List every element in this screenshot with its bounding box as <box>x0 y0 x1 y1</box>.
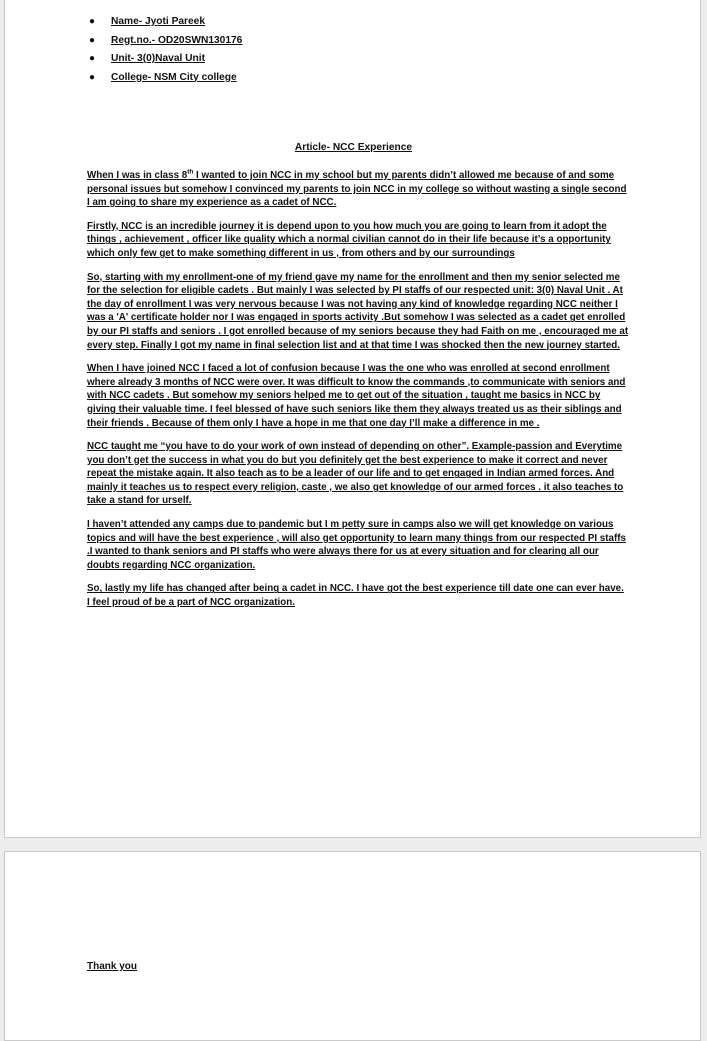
info-item-unit: ● Unit- 3(0)Naval Unit <box>87 50 242 69</box>
paragraph-intro: When I was in class 8th I wanted to join NCC in my school but my parents didn’t allowed me because of and some personal issues but somehow I convinced my parents to join NCC in my college so without wasting a single second I am going to share my experience as a cadet of NCC. <box>87 168 627 209</box>
paragraph-joined: When I have joined NCC I faced a lot of confusion because I was the one who was enrolled at second enrollment where already 3 months of NCC were over. It was difficult to know the commands ,to communicate with seniors and with NCC cadets . But somehow my seniors helped me to get out of the situation , taught me basics in NCC by giving their valuable time. I feel blessed of have such seniors like them they always treated us as their siblings and their friends . Because of them only I have a hope in me that one day I’ll make a difference in me . <box>87 363 626 429</box>
bullet-icon: ● <box>89 71 96 83</box>
paragraph-camps: I haven’t attended any camps due to pandemic but I m petty sure in camps also we will get knowledge on various topics and will have the best experience , will also get opportunity to learn many things from our respected PI staffs .I wanted to thank seniors and PI staffs who were always there for us at every situation and for clearing all our doubts regarding NCC organization. <box>87 519 626 571</box>
paragraph-taught: NCC taught me “you have to do your work of own instead of depending on other”. Example-passion and Everytime you don’t get the success in what you do but you definitely get the best experience to make it correct and never repeat the mistake again. It also teach as to be a leader of our life and to get engaged in Indian armed forces. And mainly it teaches us to respect every religion, caste , we also get knowledge of our armed forces . it also teaches to take a stand for urself. <box>87 441 624 507</box>
info-item-regt-no: ● Regt.no.- OD20SWN130176 <box>87 32 242 51</box>
paragraph-lastly: So, lastly my life has changed after being a cadet in NCC. I have got the best experience till date one can ever have. I feel proud of be a part of NCC organization. <box>87 583 624 609</box>
paragraph-enrollment: So, starting with my enrollment-one of my friend gave my name for the enrollment and then my senior selected me for the selection for eligible cadets . But mainly I was selected by PI staffs of our respected unit: 3(0) Naval Unit . At the day of enrollment I was very nervous because I was not having any kind of knowledge regarding NCC neither I was a 'A' certificate holder nor I was engaged in sports activity .But somehow I was selected as a cadet get enrolled by our PI staffs and seniors . I got enrolled because of my seniors because they had Faith on me , encouraged me at every step. Finally I got my name in final selection list and at that time I was shocked then the new journey started. <box>87 271 629 351</box>
article-title: Article- NCC Experience <box>294 142 413 153</box>
article-body <box>87 169 629 620</box>
document-page-2 <box>4 851 701 1041</box>
info-item-college: ● College- NSM City college <box>87 69 242 88</box>
bullet-icon: ● <box>89 53 96 64</box>
student-info-list <box>87 13 242 87</box>
info-item-name: ● Name- Jyoti Pareek <box>87 13 242 32</box>
closing-text: Thank you <box>87 961 138 972</box>
bullet-icon: ● <box>89 16 96 27</box>
bullet-icon: ● <box>89 34 96 46</box>
paragraph-firstly: Firstly, NCC is an incredible journey it is depend upon to you how much you are going to learn from it adopt the things , achievement , officer like quality which a normal civilian cannot do in their life because it’s a opportunity which only few get to make something different in us , from others and by our surroundings <box>87 220 611 259</box>
document-page-1 <box>4 0 701 838</box>
